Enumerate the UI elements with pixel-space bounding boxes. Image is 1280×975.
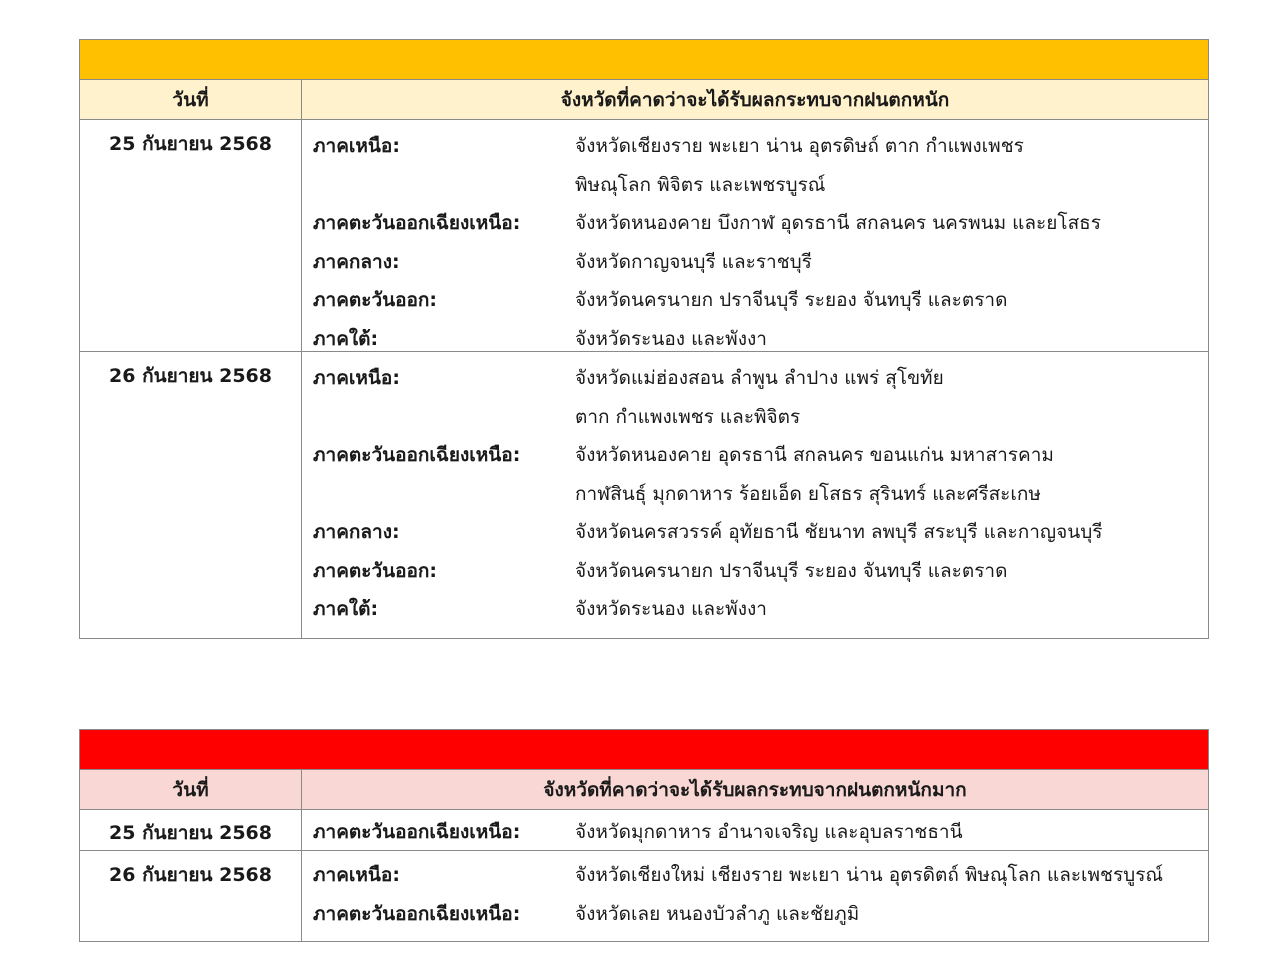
region-name: ภาคกลาง:	[313, 521, 400, 544]
header-provinces: จังหวัดที่คาดว่าจะได้รับผลกระทบจากฝนตกหนักมาก	[543, 778, 967, 801]
province-list: พิษณุโลก พิจิตร และเพชรบูรณ์	[575, 173, 826, 196]
header-date: วันที่	[80, 770, 302, 809]
heavy-rain-color-bar	[80, 40, 1208, 80]
region-name: ภาคตะวันออก:	[313, 559, 438, 582]
province-list: จังหวัดหนองคาย บึงกาฬ อุดรธานี สกลนคร นครพนม และยโสธร	[575, 212, 1101, 235]
table-row	[80, 810, 1208, 851]
table-row	[80, 352, 1208, 638]
row-provinces	[302, 851, 1208, 941]
region-line	[313, 243, 1208, 282]
very-heavy-rain-header-row	[80, 770, 1208, 810]
province-list: จังหวัดนครนายก ปราจีนบุรี ระยอง จันทบุรี และตราด	[575, 289, 1008, 312]
row-date: 26 กันยายน 2568	[80, 352, 302, 638]
region-name: ภาคตะวันออกเฉียงเหนือ:	[313, 212, 521, 235]
region-line	[313, 855, 1208, 894]
province-list: จังหวัดกาญจนบุรี และราชบุรี	[575, 250, 812, 273]
region-line	[313, 359, 1208, 398]
region-line	[313, 475, 1208, 514]
region-line	[313, 166, 1208, 205]
heavy-rain-header-row	[80, 80, 1208, 120]
region-name: ภาคตะวันออก:	[313, 289, 438, 312]
region-line	[313, 552, 1208, 591]
table-row	[80, 851, 1208, 941]
region-line	[313, 281, 1208, 320]
region-line	[313, 398, 1208, 437]
region-line	[313, 204, 1208, 243]
region-line	[313, 127, 1208, 166]
region-line	[313, 590, 1208, 629]
province-list: จังหวัดเชียงใหม่ เชียงราย พะเยา น่าน อุตรดิตถ์ พิษณุโลก และเพชรบูรณ์	[575, 863, 1164, 886]
row-date: 25 กันยายน 2568	[80, 120, 302, 351]
region-name: ภาคตะวันออกเฉียงเหนือ:	[313, 902, 521, 925]
very-heavy-rain-color-bar	[80, 730, 1208, 770]
table-row	[80, 120, 1208, 352]
region-name: ภาคใต้:	[313, 327, 379, 350]
province-list: จังหวัดมุกดาหาร อำนาจเจริญ และอุบลราชธานี	[575, 820, 963, 843]
row-date: 26 กันยายน 2568	[80, 851, 302, 941]
region-line	[313, 436, 1208, 475]
row-date: 25 กันยายน 2568	[80, 810, 302, 850]
province-list: จังหวัดนครนายก ปราจีนบุรี ระยอง จันทบุรี และตราด	[575, 559, 1008, 582]
region-name: ภาคตะวันออกเฉียงเหนือ:	[313, 820, 521, 843]
region-name: ภาคเหนือ:	[313, 135, 400, 158]
province-list: จังหวัดระนอง และพังงา	[575, 327, 767, 350]
very-heavy-rain-table	[79, 729, 1209, 942]
province-list: จังหวัดแม่ฮ่องสอน ลำพูน ลำปาง แพร่ สุโขทัย	[575, 367, 944, 390]
province-list: จังหวัดระนอง และพังงา	[575, 598, 767, 621]
region-name: ภาคเหนือ:	[313, 863, 400, 886]
province-list: จังหวัดเลย หนองบัวลำภู และชัยภูมิ	[575, 902, 860, 925]
province-list: กาฬสินธุ์ มุกดาหาร ร้อยเอ็ด ยโสธร สุรินทร์ และศรีสะเกษ	[575, 482, 1041, 505]
header-provinces: จังหวัดที่คาดว่าจะได้รับผลกระทบจากฝนตกหนัก	[560, 88, 950, 111]
province-list: จังหวัดนครสวรรค์ อุทัยธานี ชัยนาท ลพบุรี สระบุรี และกาญจนบุรี	[575, 521, 1103, 544]
row-provinces	[302, 352, 1208, 638]
heavy-rain-table	[79, 39, 1209, 639]
row-provinces	[302, 120, 1208, 351]
province-list: ตาก กำแพงเพชร และพิจิตร	[575, 405, 801, 428]
region-name: ภาคตะวันออกเฉียงเหนือ:	[313, 444, 521, 467]
region-line	[313, 894, 1208, 933]
province-list: จังหวัดเชียงราย พะเยา น่าน อุตรดิษถ์ ตาก กำแพงเพชร	[575, 135, 1024, 158]
region-name: ภาคกลาง:	[313, 250, 400, 273]
region-name: ภาคใต้:	[313, 598, 379, 621]
region-line	[313, 812, 1208, 851]
header-date: วันที่	[80, 80, 302, 119]
region-line	[313, 513, 1208, 552]
region-name: ภาคเหนือ:	[313, 367, 400, 390]
row-provinces	[302, 810, 1208, 850]
province-list: จังหวัดหนองคาย อุดรธานี สกลนคร ขอนแก่น มหาสารคาม	[575, 444, 1054, 467]
